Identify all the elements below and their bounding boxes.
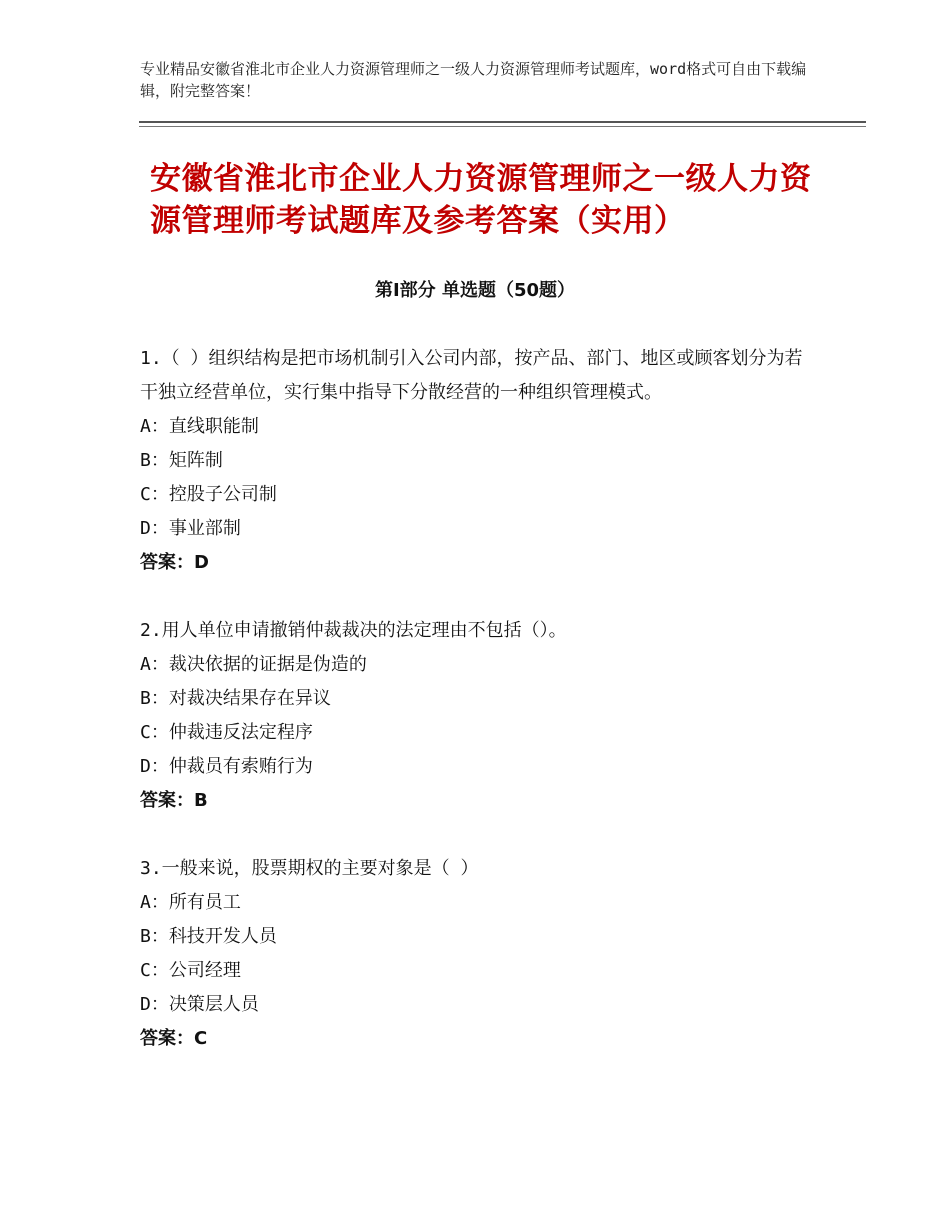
document-title: 安徽省淮北市企业人力资源管理师之一级人力资源管理师考试题库及参考答案（实用） (150, 161, 812, 239)
question-stem: 2.用人单位申请撤销仲裁裁决的法定理由不包括（）。 (140, 620, 567, 641)
option-b: B：矩阵制 (140, 450, 223, 471)
option-c: C：公司经理 (140, 960, 241, 981)
header-divider-thin (139, 126, 866, 127)
section-title: 第Ⅰ部分 单选题（50题） (374, 280, 575, 301)
option-c: C：仲裁违反法定程序 (140, 722, 313, 743)
question-3 (140, 852, 820, 1056)
option-a: A：裁决依据的证据是伪造的 (140, 654, 367, 675)
answer: 答案：D (140, 552, 209, 573)
option-d: D：决策层人员 (140, 994, 259, 1015)
answer: 答案：C (140, 1028, 208, 1049)
header-divider-thick (139, 121, 866, 123)
option-a: A：所有员工 (140, 892, 241, 913)
question-stem: 3.一般来说，股票期权的主要对象是（ ） (140, 858, 479, 879)
option-b: B：对裁决结果存在异议 (140, 688, 331, 709)
option-a: A：直线职能制 (140, 416, 259, 437)
option-d: D：仲裁员有索贿行为 (140, 756, 313, 777)
option-b: B：科技开发人员 (140, 926, 277, 947)
option-c: C：控股子公司制 (140, 484, 277, 505)
question-2 (140, 614, 820, 818)
option-d: D：事业部制 (140, 518, 241, 539)
question-list (140, 342, 820, 1090)
answer: 答案：B (140, 790, 208, 811)
question-stem: 1.（ ）组织结构是把市场机制引入公司内部，按产品、部门、地区或顾客划分为若干独立经营单位，实行集中指导下分散经营的一种组织管理模式。 (140, 348, 803, 403)
question-1 (140, 342, 820, 580)
header-note: 专业精品安徽省淮北市企业人力资源管理师之一级人力资源管理师考试题库，word格式可自由下载编辑，附完整答案！ (140, 60, 807, 100)
